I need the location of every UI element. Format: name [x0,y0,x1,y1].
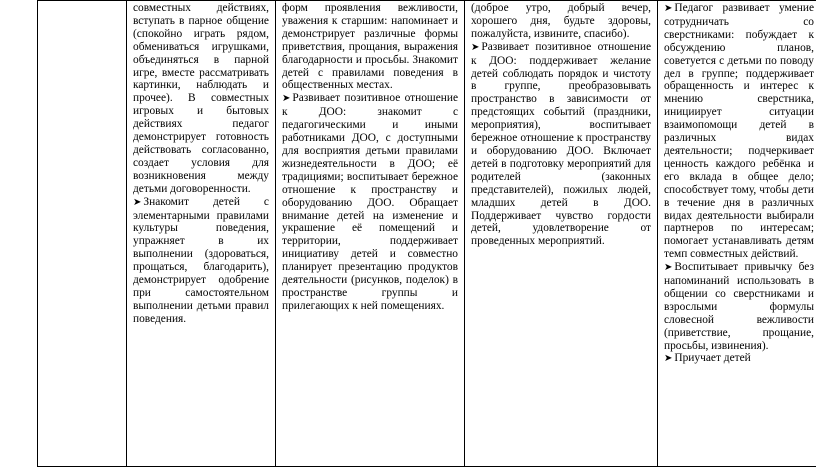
arrow-bullet-icon: ➤ [664,3,673,14]
empty-column-cell [38,1,127,467]
arrow-bullet-icon: ➤ [133,196,142,208]
column-4-bullet-3 [664,352,814,366]
column-cell-4 [658,1,816,467]
column-cell-3 [465,1,658,467]
table-row [38,1,816,467]
column-3-paragraph: (доброе утро, добрый вечер, хорошего дня, будьте здоровы, пожалуйста, извините, спасибо). [471,2,651,40]
arrow-bullet-icon: ➤ [664,262,673,274]
arrow-bullet-icon: ➤ [282,93,291,105]
column-cell-1 [127,1,276,467]
arrow-bullet-icon: ➤ [471,41,480,53]
column-3-bullet-text: Развивает позитивное отношение к ДОО: поддерживает желание детей соблюдать порядок и чистоту в группе, преобразовывать пространство в зависимости от предстоящих событий (праздники, мероприятия), воспитывает бережное отношение к пространству и оборудованию ДОО. Включает детей в подготовку мероприятий для родителей (законных представителей), пожилых людей, младших детей в ДОО. Поддерживает чувство гордости детей, удовлетворение от проведенных мероприятий. [471,40,651,248]
column-2-bullet [282,92,458,312]
column-4-bullet-3-text: Приучает детей [674,352,751,365]
column-4-bullet-2-text: Воспитывает привычку без напоминаний использовать в общении со сверстниками и взрослыми формулы словесной вежливости (приветствие, прощание, просьбы, извинения). [664,261,814,352]
column-4-bullet-1 [664,2,814,261]
arrow-bullet-icon: ➤ [664,353,673,365]
content-table [37,0,816,467]
column-1-paragraph: совместных действиях, вступать в парное общение (спокойно играть рядом, обмениваться игрушками, объединяться в парной игре, вместе рассматривать картинки, наблюдать и прочее). В совместных игровых и бытовых действиях педагог демонстрирует готовность действовать согласованно, создает условия для возникновения между детьми договоренности. [133,2,269,195]
column-4-bullet-2 [664,261,814,352]
column-2-paragraph: форм проявления вежливости, уважения к старшим: напоминает и демонстрирует различные формы приветствия, прощания, выражения благодарности и просьбы. Знакомит детей с правилами поведения в общественных местах. [282,2,458,92]
column-2-bullet-text: Развивает позитивное отношение к ДОО: знакомит с педагогическими и иными работниками ДОО, с доступными для восприятия детьми правилами жизнедеятельности в ДОО; её традициями; воспитывает бережное отношение к пространству и оборудованию ДОО. Обращает внимание детей на изменение и украшение её помещений и территории, поддерживает инициативу детей и совместно планирует презентацию продуктов деятельности (рисунков, поделок) в пространстве группы и прилегающих к ней помещениях. [282,92,458,312]
column-4-bullet-1-text: Педагог развивает умение сотрудничать со сверстниками: побуждает к обсуждению планов, советуется с детьми по поводу дел в группе; поддерживает обращенность и интерес к мнению сверстника, инициирует ситуации взаимопомощи детей в различных видах деятельности; подчеркивает ценность каждого ребёнка и его вклада в общее дело; способствует тому, чтобы дети в течение дня в различных видах деятельности выбирали партнеров по интересам; помогает устанавливать детям темп совместных действий. [664,2,814,261]
column-1-bullet-text: Знакомит детей с элементарными правилами культуры поведения, упражняет в их выполнении (здороваться, прощаться, благодарить), демонстрирует одобрение при самостоятельном выполнении детьми правил поведения. [133,195,269,325]
column-1-bullet [133,196,269,326]
column-3-bullet [471,41,651,249]
column-cell-2 [276,1,465,467]
